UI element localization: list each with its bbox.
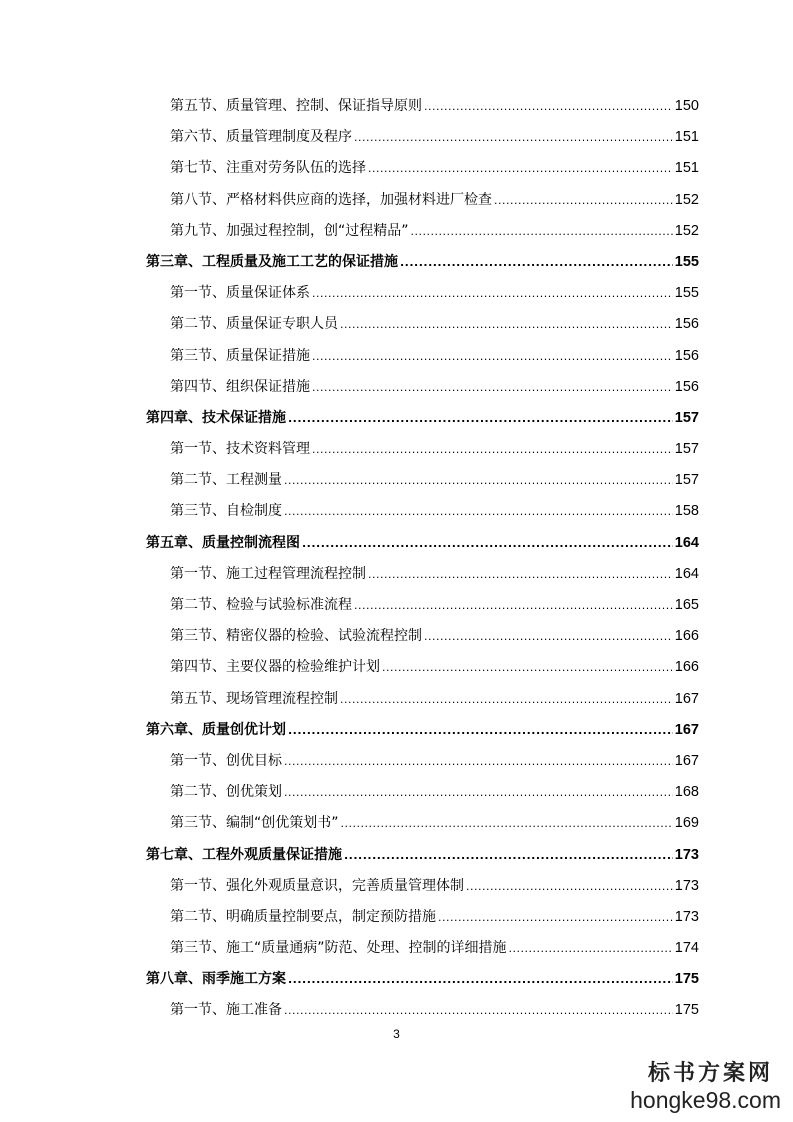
toc-section-entry[interactable] [146,278,699,309]
toc-entry-page: 166 [674,659,699,676]
toc-section-entry[interactable] [146,777,699,808]
dot-leader [438,902,673,933]
toc-entry-page: 156 [674,347,699,364]
toc-entry-page: 167 [674,752,699,769]
watermark-title: 标书方案网 [647,1060,773,1086]
dot-leader [411,216,673,247]
toc-entry-title: 第一节、施工过程管理流程控制 [170,565,366,582]
toc-entry-title: 第四节、主要仪器的检验维护计划 [170,659,380,676]
dot-leader [354,122,673,153]
dot-leader [340,309,673,340]
toc-entry-page: 151 [674,129,699,146]
toc-entry-page: 156 [674,316,699,333]
toc-section-entry[interactable] [146,590,699,621]
dot-leader [288,403,673,434]
toc-entry-title: 第二节、质量保证专职人员 [170,316,338,333]
toc-section-entry[interactable] [146,91,699,122]
toc-section-entry[interactable] [146,185,699,216]
toc-entry-page: 157 [674,472,699,489]
toc-section-entry[interactable] [146,122,699,153]
toc-entry-page: 173 [674,908,699,925]
toc-section-entry[interactable] [146,309,699,340]
dot-leader [288,964,673,995]
toc-entry-page: 169 [674,815,699,832]
toc-entry-title: 第二节、工程测量 [170,472,282,489]
toc-entry-page: 167 [674,721,699,738]
watermark-logo [630,1056,781,1114]
dot-leader [466,871,673,902]
toc-entry-title: 第三节、施工“质量通病”防范、处理、控制的详细措施 [170,940,507,957]
toc-entry-title: 第八章、雨季施工方案 [146,971,286,988]
page-number: 3 [393,1027,400,1041]
toc-section-entry[interactable] [146,902,699,933]
toc-entry-page: 152 [674,222,699,239]
dot-leader [340,684,673,715]
toc-section-entry[interactable] [146,559,699,590]
dot-leader [312,434,673,465]
dot-leader [344,840,673,871]
toc-entry-title: 第三节、编制“创优策划书” [170,815,339,832]
toc-entry-title: 第四章、技术保证措施 [146,409,286,426]
dot-leader [284,496,673,527]
dot-leader [284,777,673,808]
toc-entry-title: 第一节、质量保证体系 [170,285,310,302]
toc-entry-title: 第六章、质量创优计划 [146,721,286,738]
toc-entry-page: 150 [674,98,699,114]
toc-entry-title: 第一节、创优目标 [170,752,282,769]
toc-entry-page: 175 [674,1002,699,1019]
toc-entry-title: 第一节、强化外观质量意识，完善质量管理体制 [170,877,464,894]
toc-chapter-entry[interactable] [146,715,699,746]
toc-entry-title: 第五章、质量控制流程图 [146,534,300,551]
dot-leader [341,808,673,839]
dot-leader [288,715,673,746]
toc-entry-title: 第三节、质量保证措施 [170,347,310,364]
dot-leader [424,621,673,652]
dot-leader [382,652,673,683]
toc-entry-page: 166 [674,628,699,645]
toc-entry-title: 第九节、加强过程控制，创“过程精品” [170,222,409,239]
dot-leader [312,341,673,372]
toc-section-entry[interactable] [146,871,699,902]
toc-entry-page: 158 [674,503,699,520]
toc-section-entry[interactable] [146,621,699,652]
toc-entry-title: 第一节、施工准备 [170,1002,282,1019]
toc-section-entry[interactable] [146,153,699,184]
toc-section-entry[interactable] [146,746,699,777]
toc-entry-page: 156 [674,378,699,395]
toc-section-entry[interactable] [146,216,699,247]
toc-entry-title: 第七节、注重对劳务队伍的选择 [170,160,366,177]
toc-chapter-entry[interactable] [146,528,699,559]
toc-entry-title: 第二节、明确质量控制要点，制定预防措施 [170,908,436,925]
toc-entry-page: 168 [674,784,699,801]
toc-entry-page: 164 [674,565,699,582]
toc-entry-page: 173 [674,877,699,894]
toc-entry-title: 第七章、工程外观质量保证措施 [146,846,342,863]
watermark-url: hongke98.com [630,1087,781,1113]
toc-entry-page: 175 [674,971,699,988]
toc-entry-title: 第二节、检验与试验标准流程 [170,597,352,613]
dot-leader [284,995,673,1026]
toc-entry-title: 第五节、现场管理流程控制 [170,690,338,707]
toc-entry-page: 165 [674,597,699,613]
dot-leader [312,372,673,403]
toc-section-entry[interactable] [146,684,699,715]
toc-entry-title: 第三节、自检制度 [170,503,282,520]
toc-entry-page: 174 [674,940,699,957]
dot-leader [368,153,673,184]
toc-chapter-entry[interactable] [146,247,699,278]
dot-leader [509,933,673,964]
dot-leader [354,590,673,621]
dot-leader [284,465,673,496]
toc-entry-page: 164 [674,534,699,551]
toc-entry-title: 第三节、精密仪器的检验、试验流程控制 [170,628,422,645]
table-of-contents [146,91,699,1027]
toc-chapter-entry[interactable] [146,840,699,871]
toc-entry-page: 155 [674,253,699,270]
toc-entry-title: 第八节、严格材料供应商的选择，加强材料进厂检查 [170,191,492,208]
toc-chapter-entry[interactable] [146,964,699,995]
toc-entry-title: 第二节、创优策划 [170,784,282,801]
toc-entry-page: 157 [674,409,699,426]
toc-section-entry[interactable] [146,465,699,496]
dot-leader [302,528,673,559]
toc-section-entry[interactable] [146,995,699,1026]
toc-section-entry[interactable] [146,496,699,527]
toc-entry-page: 157 [674,441,699,458]
toc-section-entry[interactable] [146,434,699,465]
toc-entry-page: 151 [674,160,699,177]
toc-section-entry[interactable] [146,372,699,403]
toc-entry-page: 173 [674,846,699,863]
toc-entry-page: 155 [674,285,699,302]
toc-entry-title: 第五节、质量管理、控制、保证指导原则 [170,98,422,114]
dot-leader [494,185,673,216]
dot-leader [368,559,673,590]
toc-chapter-entry[interactable] [146,403,699,434]
toc-section-entry[interactable] [146,652,699,683]
toc-entry-title: 第四节、组织保证措施 [170,378,310,395]
toc-entry-title: 第六节、质量管理制度及程序 [170,129,352,146]
dot-leader [424,91,673,122]
dot-leader [284,746,673,777]
toc-entry-page: 152 [674,191,699,208]
toc-section-entry[interactable] [146,933,699,964]
toc-entry-title: 第三章、工程质量及施工工艺的保证措施 [146,253,398,270]
dot-leader [400,247,673,278]
toc-section-entry[interactable] [146,808,699,839]
dot-leader [312,278,673,309]
toc-entry-title: 第一节、技术资料管理 [170,441,310,458]
toc-section-entry[interactable] [146,341,699,372]
toc-entry-page: 167 [674,690,699,707]
